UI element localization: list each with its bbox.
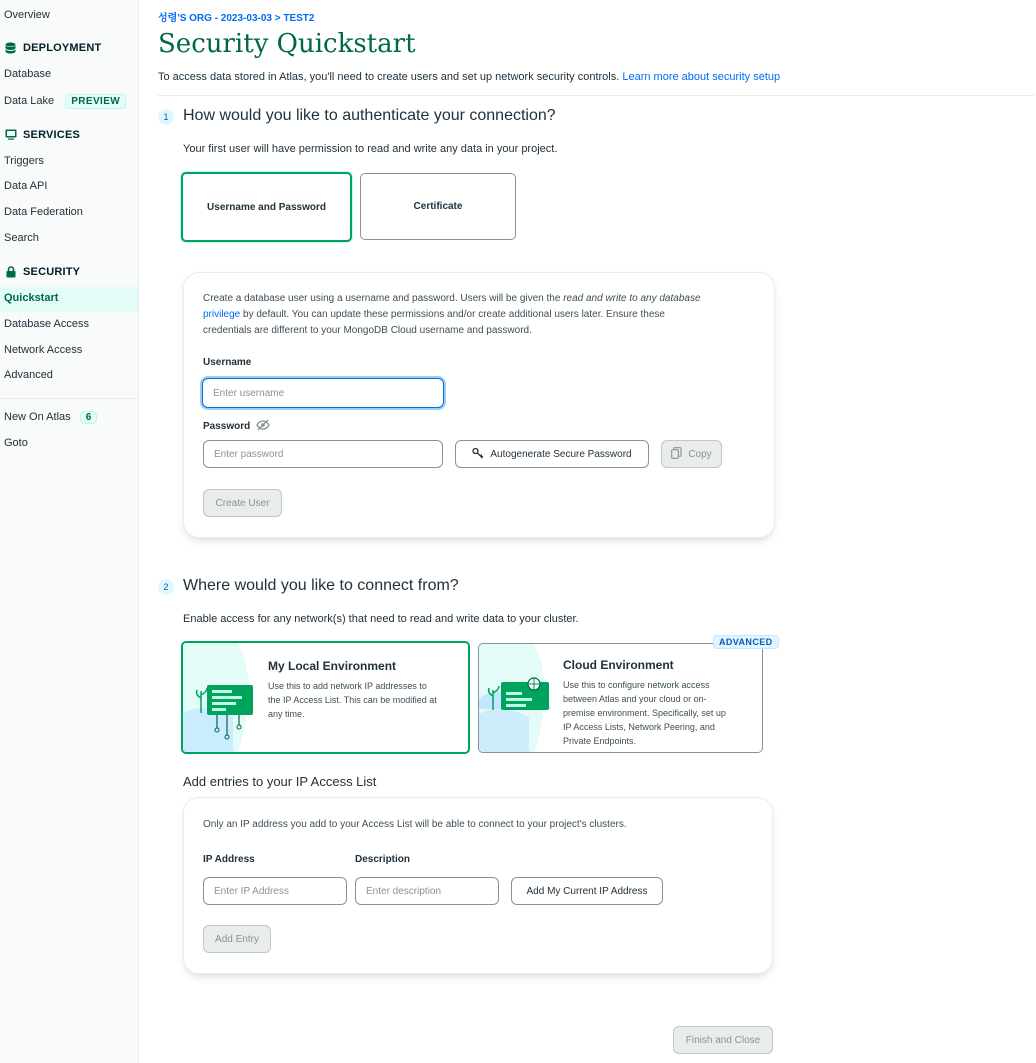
ip-access-description: Only an IP address you add to your Access List will be able to connect to your project's clusters.: [203, 819, 627, 830]
sidebar-item-new-on-atlas[interactable]: [4, 411, 97, 424]
sidebar-item-database-access[interactable]: Database Access: [4, 318, 89, 330]
finish-and-close-button[interactable]: [673, 1026, 773, 1054]
subtitle-text: To access data stored in Atlas, you'll need to create users and set up network security controls.: [158, 71, 620, 83]
breadcrumb[interactable]: 성령'S ORG - 2023-03-03 > TEST2: [158, 13, 315, 24]
sidebar-section-services: [4, 128, 80, 141]
page-subtitle: [158, 71, 780, 83]
database-icon: [4, 41, 17, 54]
sidebar-section-deployment: [4, 41, 101, 54]
env-option-title: Cloud Environment: [563, 658, 674, 672]
username-input[interactable]: [202, 378, 444, 408]
cloud-environment-illustration-icon: [479, 644, 559, 753]
sidebar-item-data-api[interactable]: Data API: [4, 180, 48, 192]
ip-address-input[interactable]: [203, 877, 347, 905]
auth-option-username-password[interactable]: [181, 172, 352, 242]
sidebar-item-goto[interactable]: Goto: [4, 437, 28, 449]
password-label: Password: [203, 421, 251, 432]
env-option-description: [563, 678, 759, 748]
lock-icon: [4, 265, 17, 278]
description-line: premise environment. Specifically, set up: [563, 708, 726, 718]
create-user-description: [203, 291, 763, 339]
description-line: any time.: [268, 709, 305, 719]
step-1-title: How would you like to authenticate your connection?: [183, 107, 556, 124]
count-badge: 6: [80, 411, 98, 424]
key-icon: [472, 447, 484, 462]
step-1-description: Your first user will have permission to read and write any data in your project.: [183, 143, 558, 155]
description-italic: read and write to any database: [563, 293, 701, 304]
description-line: the IP Access List. This can be modified at: [268, 695, 437, 705]
sidebar-section-label: DEPLOYMENT: [23, 41, 102, 54]
sidebar-item-triggers[interactable]: Triggers: [4, 155, 44, 167]
add-current-ip-button[interactable]: [511, 877, 663, 905]
description-text: by default. You can update these permissions and/or create additional users later. Ensure these: [240, 309, 665, 320]
autogenerate-password-button[interactable]: [455, 440, 649, 468]
button-label: Autogenerate Secure Password: [490, 448, 632, 460]
sidebar-item-label: New On Atlas: [4, 411, 71, 423]
auth-option-certificate[interactable]: [360, 173, 516, 240]
ip-address-label: IP Address: [203, 854, 255, 865]
eye-slash-icon[interactable]: [256, 419, 270, 434]
sidebar-item-network-access[interactable]: Network Access: [4, 344, 83, 356]
description-text: Create a database user using a username and password. Users will be given the: [203, 293, 564, 304]
button-label: Add My Current IP Address: [526, 885, 648, 897]
env-option-title: My Local Environment: [268, 659, 397, 673]
privilege-link[interactable]: privilege: [203, 309, 241, 320]
sidebar-section-security: [4, 265, 80, 278]
step-2-title: Where would you like to connect from?: [183, 577, 459, 594]
ip-access-list-heading: Add entries to your IP Access List: [183, 774, 377, 789]
description-input[interactable]: [355, 877, 499, 905]
description-line: Use this to configure network access: [563, 680, 710, 690]
sidebar-item-database[interactable]: Database: [4, 68, 52, 80]
create-user-button[interactable]: [203, 489, 282, 517]
step-2-description: Enable access for any network(s) that need to read and write data to your cluster.: [183, 613, 579, 625]
button-label: Create User: [215, 497, 270, 509]
monitor-icon: [4, 128, 17, 141]
description-line: IP Access Lists, Network Peering, and: [563, 722, 715, 732]
page-title: Security Quickstart: [158, 29, 416, 59]
password-input[interactable]: [203, 440, 443, 468]
env-option-description: [268, 679, 468, 721]
description-line: between Atlas and your cloud or on-: [563, 694, 707, 704]
auth-option-label: Certificate: [413, 201, 463, 212]
header-divider: [158, 95, 1034, 96]
sidebar-item-search[interactable]: Search: [4, 232, 39, 244]
sidebar-divider: [0, 398, 138, 399]
sidebar-item-quickstart[interactable]: Quickstart: [4, 292, 59, 304]
step-2-number: 2: [158, 579, 174, 595]
description-label: Description: [355, 854, 411, 865]
sidebar-item-overview[interactable]: Overview: [4, 9, 50, 21]
env-option-cloud[interactable]: [478, 643, 763, 753]
password-label-row: [203, 419, 270, 434]
button-label: Add Entry: [215, 933, 259, 945]
add-entry-button[interactable]: [203, 925, 271, 953]
security-setup-link[interactable]: Learn more about security setup: [622, 71, 781, 83]
button-label: Copy: [688, 448, 712, 460]
sidebar-item-advanced[interactable]: Advanced: [4, 369, 53, 381]
sidebar-item-label: Data Lake: [4, 95, 55, 107]
env-option-local[interactable]: [181, 641, 470, 754]
sidebar-item-data-lake[interactable]: [4, 94, 126, 109]
sidebar-item-data-federation[interactable]: Data Federation: [4, 206, 83, 218]
auth-option-label: Username and Password: [207, 201, 326, 213]
preview-badge: PREVIEW: [65, 94, 126, 109]
advanced-badge: ADVANCED: [713, 635, 779, 649]
description-text: credentials are different to your MongoDB Cloud username and password.: [203, 325, 532, 336]
description-line: Use this to add network IP addresses to: [268, 681, 427, 691]
sidebar-section-label: SECURITY: [23, 265, 81, 278]
copy-button[interactable]: [661, 440, 722, 468]
sidebar: [0, 0, 139, 1063]
button-label: Finish and Close: [685, 1034, 761, 1046]
description-line: Private Endpoints.: [563, 736, 637, 746]
local-environment-illustration-icon: [183, 643, 263, 753]
username-label: Username: [203, 357, 252, 368]
sidebar-section-label: SERVICES: [23, 128, 81, 141]
step-1-number: 1: [158, 109, 174, 125]
copy-icon: [671, 447, 682, 462]
